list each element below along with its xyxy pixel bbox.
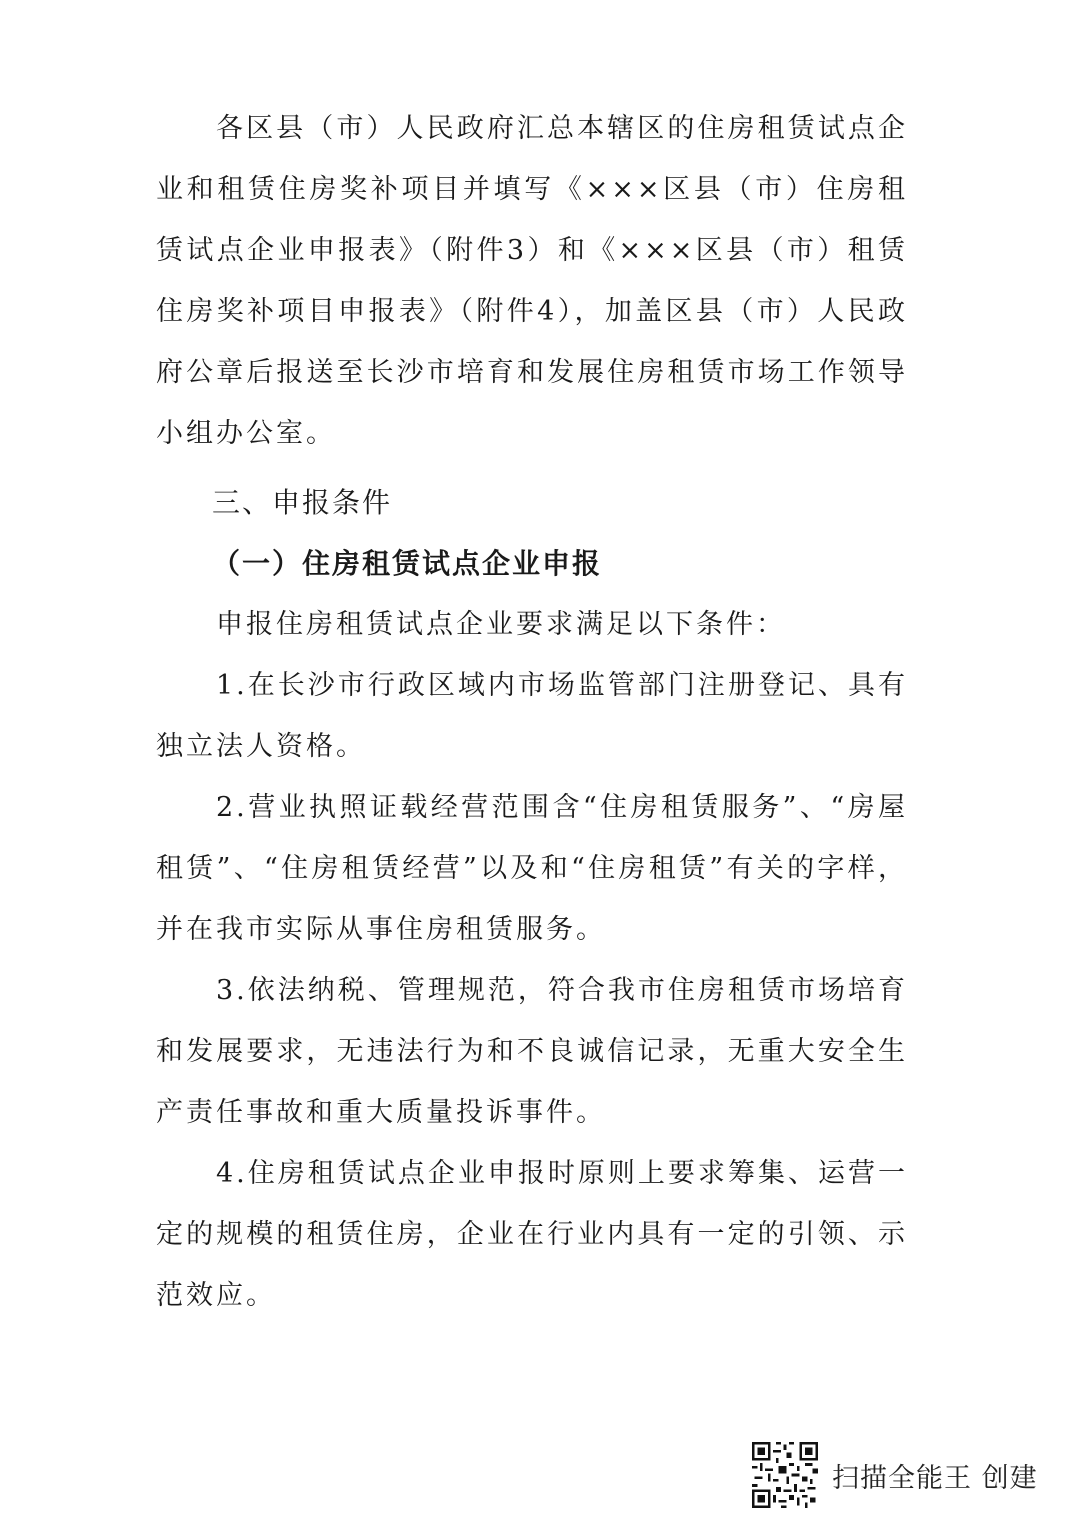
condition-item-1: 1.在长沙市行政区域内市场监管部门注册登记、具有独立法人资格。 (156, 670, 908, 762)
condition-item-3: 3.依法纳税、管理规范，符合我市住房租赁市场培育和发展要求，无违法行为和不良诚信记录，无重大安全生产责任事故和重大质量投诉事件。 (156, 975, 908, 1128)
document-body (156, 98, 908, 1326)
subsection-title: （一）住房租赁试点企业申报 (212, 547, 603, 580)
watermark-text: 扫描全能王 创建 (832, 1462, 1038, 1494)
scanner-watermark (752, 1440, 1038, 1510)
section-title: 三、申报条件 (212, 486, 393, 519)
qr-code-icon (752, 1442, 818, 1508)
paragraph-submission: 各区县（市）人民政府汇总本辖区的住房租赁试点企业和租赁住房奖补项目并填写《×××区县（市）住房租赁试点企业申报表》（附件3）和《×××区县（市）租赁住房奖补项目申报表》（附件4），加盖区县（市）人民政府公章后报送至长沙市培育和发展住房租赁市场工作领导小组办公室。 (156, 113, 908, 449)
paragraph-intro: 申报住房租赁试点企业要求满足以下条件： (216, 609, 786, 640)
condition-item-2: 2.营业执照证载经营范围含“住房租赁服务”、“房屋租赁”、“住房租赁经营”以及和“住房租赁”有关的字样，并在我市实际从事住房租赁服务。 (156, 792, 908, 945)
condition-item-4: 4.住房租赁试点企业申报时原则上要求筹集、运营一定的规模的租赁住房，企业在行业内具有一定的引领、示范效应。 (156, 1158, 908, 1311)
